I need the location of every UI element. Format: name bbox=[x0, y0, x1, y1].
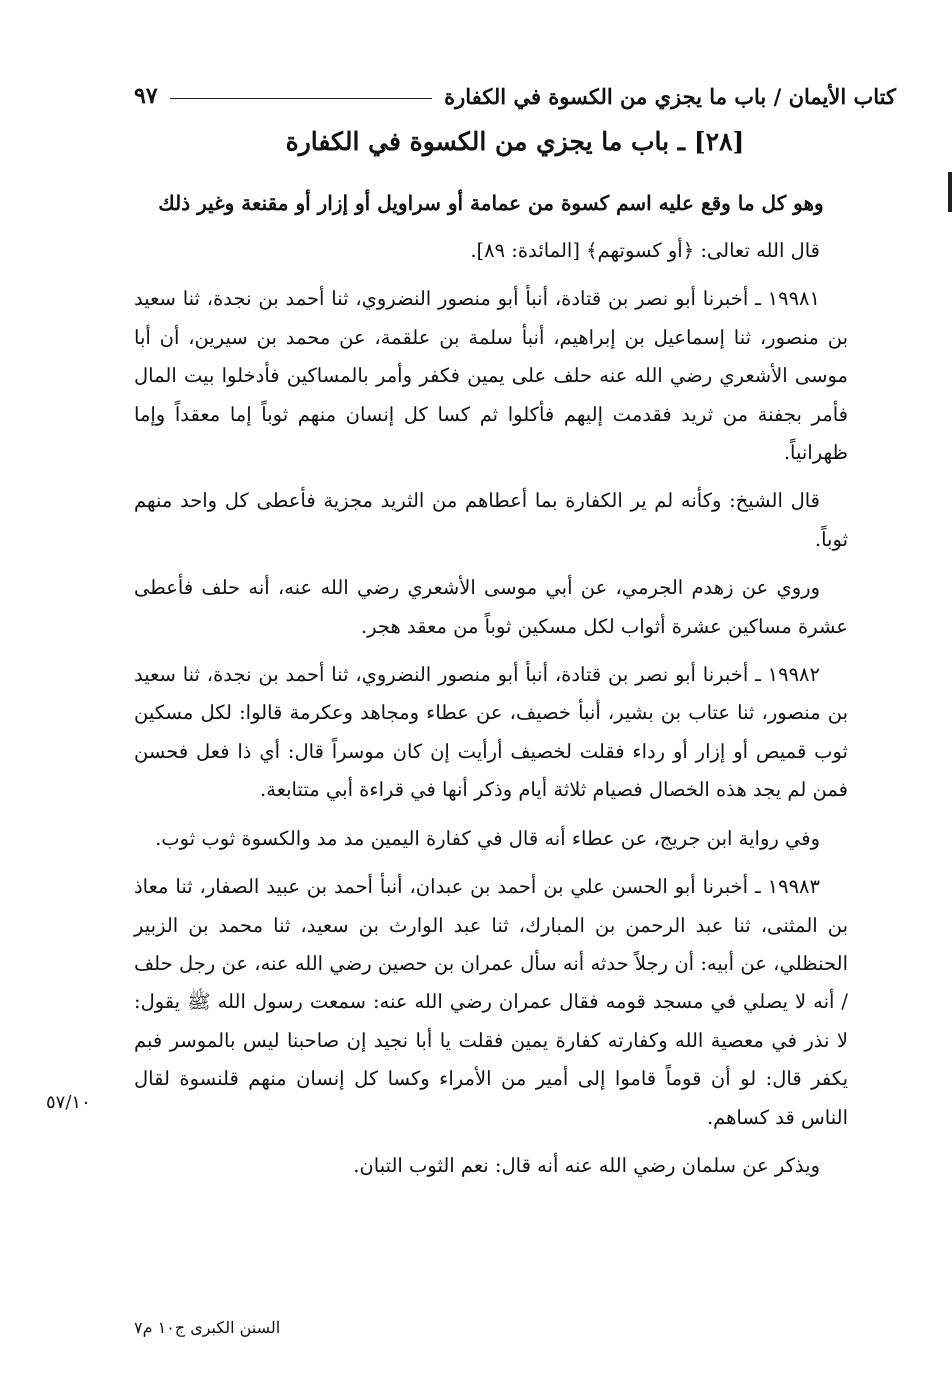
hadith-19983: ١٩٩٨٣ ـ أخبرنا أبو الحسن علي بن أحمد بن عبدان، أنبأ أحمد بن عبيد الصفار، ثنا معاذ بن المثنى، ثنا عبد الرحمن بن المبارك، ثنا عبد الوارث بن سعيد، ثنا محمد بن الزبير الحنظلي، عن أبيه: أن رجلاً حدثه أنه سأل عمران بن حصين رضي الله عنه، عن رجل حلف / أنه لا يصلي في مسجد قومه فقال عمران رضي الله عنه: سمعت رسول الله ﷺ يقول: لا نذر في معصية الله وكفارته كفارة يمين فقلت يا أبا نجيد إن صاحبنا ليس بالموسر فبم يكفر قال: لو أن قوماً قاموا إلى أمير من الأمراء وكسا كل إنسان منهم قلنسوة لقال الناس قد كساهم. bbox=[134, 875, 848, 1129]
footer-signature: السنن الكبرى ج١٠ م٧ bbox=[134, 1318, 281, 1337]
shaykh-comment: قال الشيخ: وكأنه لم ير الكفارة بما أعطاهم من الثريد مجزية فأعطى كل واحد منهم ثوباً. bbox=[134, 489, 848, 551]
page-edge-mark bbox=[948, 172, 952, 212]
running-header bbox=[134, 78, 896, 114]
hadith-19981: ١٩٩٨١ ـ أخبرنا أبو نصر بن قتادة، أنبأ أبو منصور النضروي، ثنا أحمد بن نجدة، ثنا سعيد بن منصور، ثنا إسماعيل بن إبراهيم، أنبأ سلمة بن علقمة، عن محمد بن سيرين، أن أبا موسى الأشعري رضي الله عنه حلف على يمين فكفر وأمر بالمساكين فأدخلوا بيت المال فأمر بجفنة من ثريد فقدمت إليهم فأكلوا ثم كسا كل إنسان منهم ثوباً إما معقداً وإما ظهرانياً. bbox=[134, 287, 848, 465]
chapter-title: [٢٨] ـ باب ما يجزي من الكسوة في الكفارة bbox=[285, 127, 745, 156]
margin-volume-reference: ٥٧/١٠ bbox=[46, 1092, 91, 1113]
ibn-jurayj-report: وفي رواية ابن جريج، عن عطاء أنه قال في كفارة اليمين مد مد والكسوة ثوب ثوب. bbox=[155, 826, 820, 850]
salman-report: ويذكر عن سلمان رضي الله عنه أنه قال: نعم الثوب التبان. bbox=[353, 1153, 820, 1177]
running-header-title: كتاب الأيمان / باب ما يجزي من الكسوة في الكفارة bbox=[444, 83, 896, 109]
page-number: ٩٧ bbox=[134, 83, 158, 109]
hadith-19982: ١٩٩٨٢ ـ أخبرنا أبو نصر بن قتادة، أنبأ أبو منصور النضروي، ثنا أحمد بن نجدة، ثنا سعيد بن منصور، ثنا عتاب بن بشير، أنبأ خصيف، عن عطاء ومجاهد وعكرمة قالوا: لكل مسكين ثوب قميص أو إزار أو رداء فقلت لخصيف أرأيت إن كان موسراً قال: أي ذا فعل فحسن فمن لم يجد هذه الخصال فصيام ثلاثة أيام وذكر أنها في قراءة أبي متتابعة. bbox=[134, 663, 848, 802]
quran-citation-paragraph: قال الله تعالى: ﴿أو كسوتهم﴾ [المائدة: ٨٩]. bbox=[470, 239, 820, 262]
body-text bbox=[134, 232, 848, 1185]
zahdam-report: وروي عن زهدم الجرمي، عن أبي موسى الأشعري رضي الله عنه، أنه حلف فأعطى عشرة مساكين عشرة أثواب لكل مسكين ثوباً من معقد هجر. bbox=[134, 576, 848, 638]
chapter-subtitle: وهو كل ما وقع عليه اسم كسوة من عمامة أو سراويل أو إزار أو مقنعة وغير ذلك bbox=[158, 191, 824, 215]
header-rule bbox=[170, 98, 433, 99]
